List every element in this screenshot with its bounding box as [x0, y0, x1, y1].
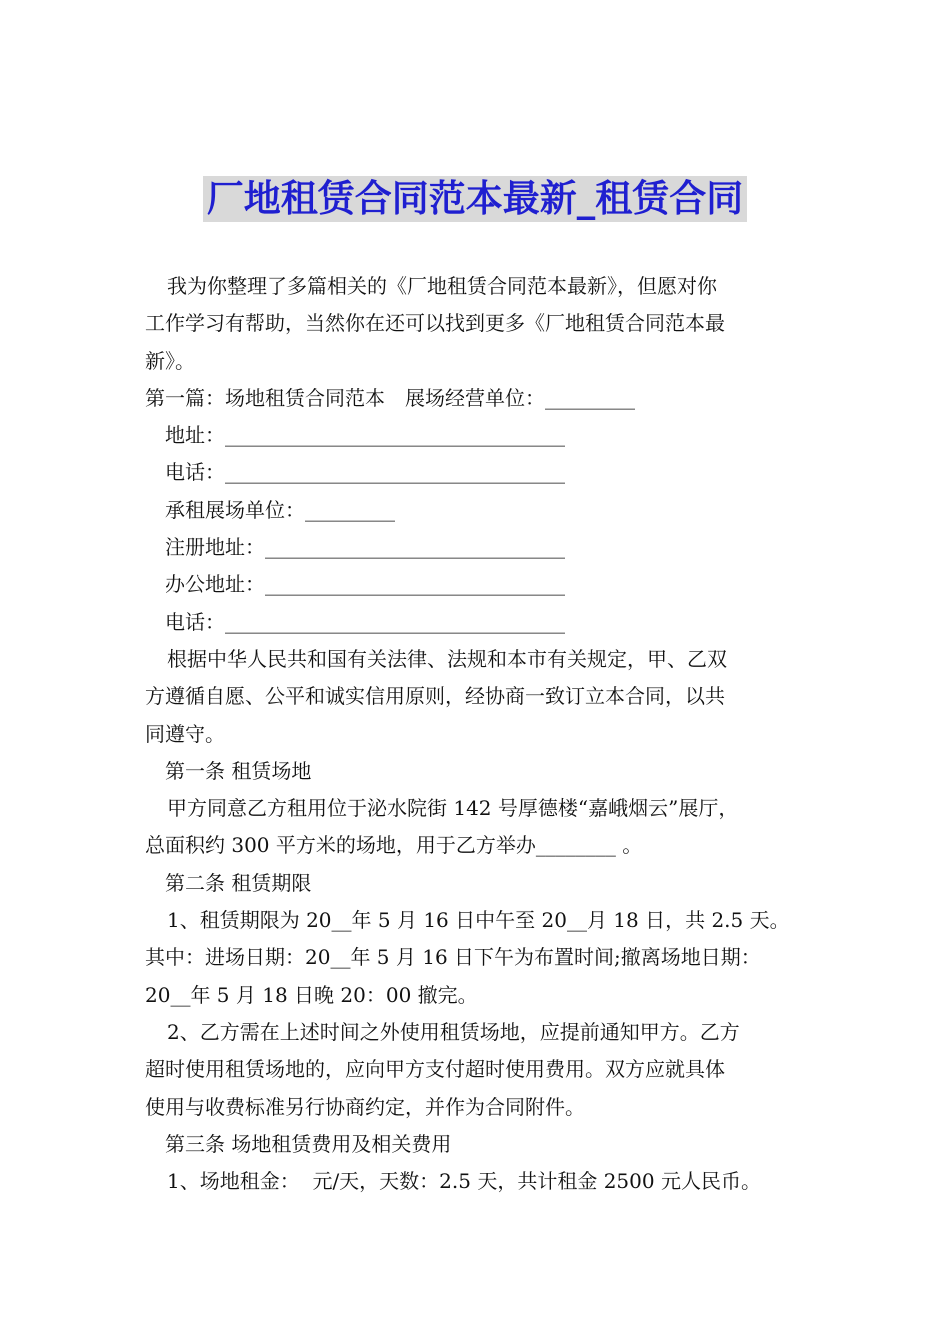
text-line: 超时使用租赁场地的，应向甲方支付超时使用费用。双方应就具体	[145, 1057, 725, 1082]
text-line: 第三条 场地租赁费用及相关费用	[165, 1131, 452, 1156]
text-line: 甲方同意乙方租用位于泌水院街 142 号厚德楼“嘉峨烟云”展厅，	[167, 796, 739, 821]
text-line: 电话：__________________________________	[165, 460, 565, 485]
text-line: 2、乙方需在上述时间之外使用租赁场地，应提前通知甲方。乙方	[167, 1019, 740, 1044]
text-line: 其中：进场日期：20__年 5 月 16 日下午为布置时间;撤离场地日期：	[145, 945, 761, 970]
text-line: 根据中华人民共和国有关法律、法规和本市有关规定，甲、乙双	[167, 646, 727, 671]
text-line: 承租展场单位：_________	[165, 497, 395, 522]
text-line: 新》。	[145, 348, 195, 373]
document-body	[145, 268, 810, 1200]
text-line: 电话：__________________________________	[165, 609, 565, 634]
text-line: 1、场地租金： 元/天，天数：2.5 天，共计租金 2500 元人民币。	[167, 1169, 761, 1194]
text-line: 办公地址：______________________________	[165, 572, 565, 597]
text-line: 地址：__________________________________	[165, 423, 565, 448]
title-area	[0, 176, 950, 222]
text-line: 注册地址：______________________________	[165, 535, 565, 560]
text-line: 我为你整理了多篇相关的《厂地租赁合同范本最新》，但愿对你	[167, 274, 717, 298]
text-line: 第一篇：场地租赁合同范本 展场经营单位：_________	[145, 385, 635, 410]
document-title: 厂地租赁合同范本最新_租赁合同	[203, 176, 748, 222]
text-line: 同遵守。	[145, 721, 225, 746]
text-line: 工作学习有帮助，当然你在还可以找到更多《厂地租赁合同范本最	[145, 311, 725, 336]
text-line: 方遵循自愿、公平和诚实信用原则，经协商一致订立本合同，以共	[145, 684, 725, 709]
text-line: 第一条 租赁场地	[165, 758, 312, 783]
text-line: 20__年 5 月 18 日晚 20：00 撤完。	[145, 982, 478, 1007]
text-line: 使用与收费标准另行协商约定，并作为合同附件。	[145, 1094, 585, 1119]
text-line: 1、租赁期限为 20__年 5 月 16 日中午至 20__月 18 日，共 2.5 天。	[167, 908, 790, 933]
text-line: 总面积约 300 平方米的场地，用于乙方举办________ 。	[145, 833, 643, 858]
text-line: 第二条 租赁期限	[165, 870, 312, 895]
